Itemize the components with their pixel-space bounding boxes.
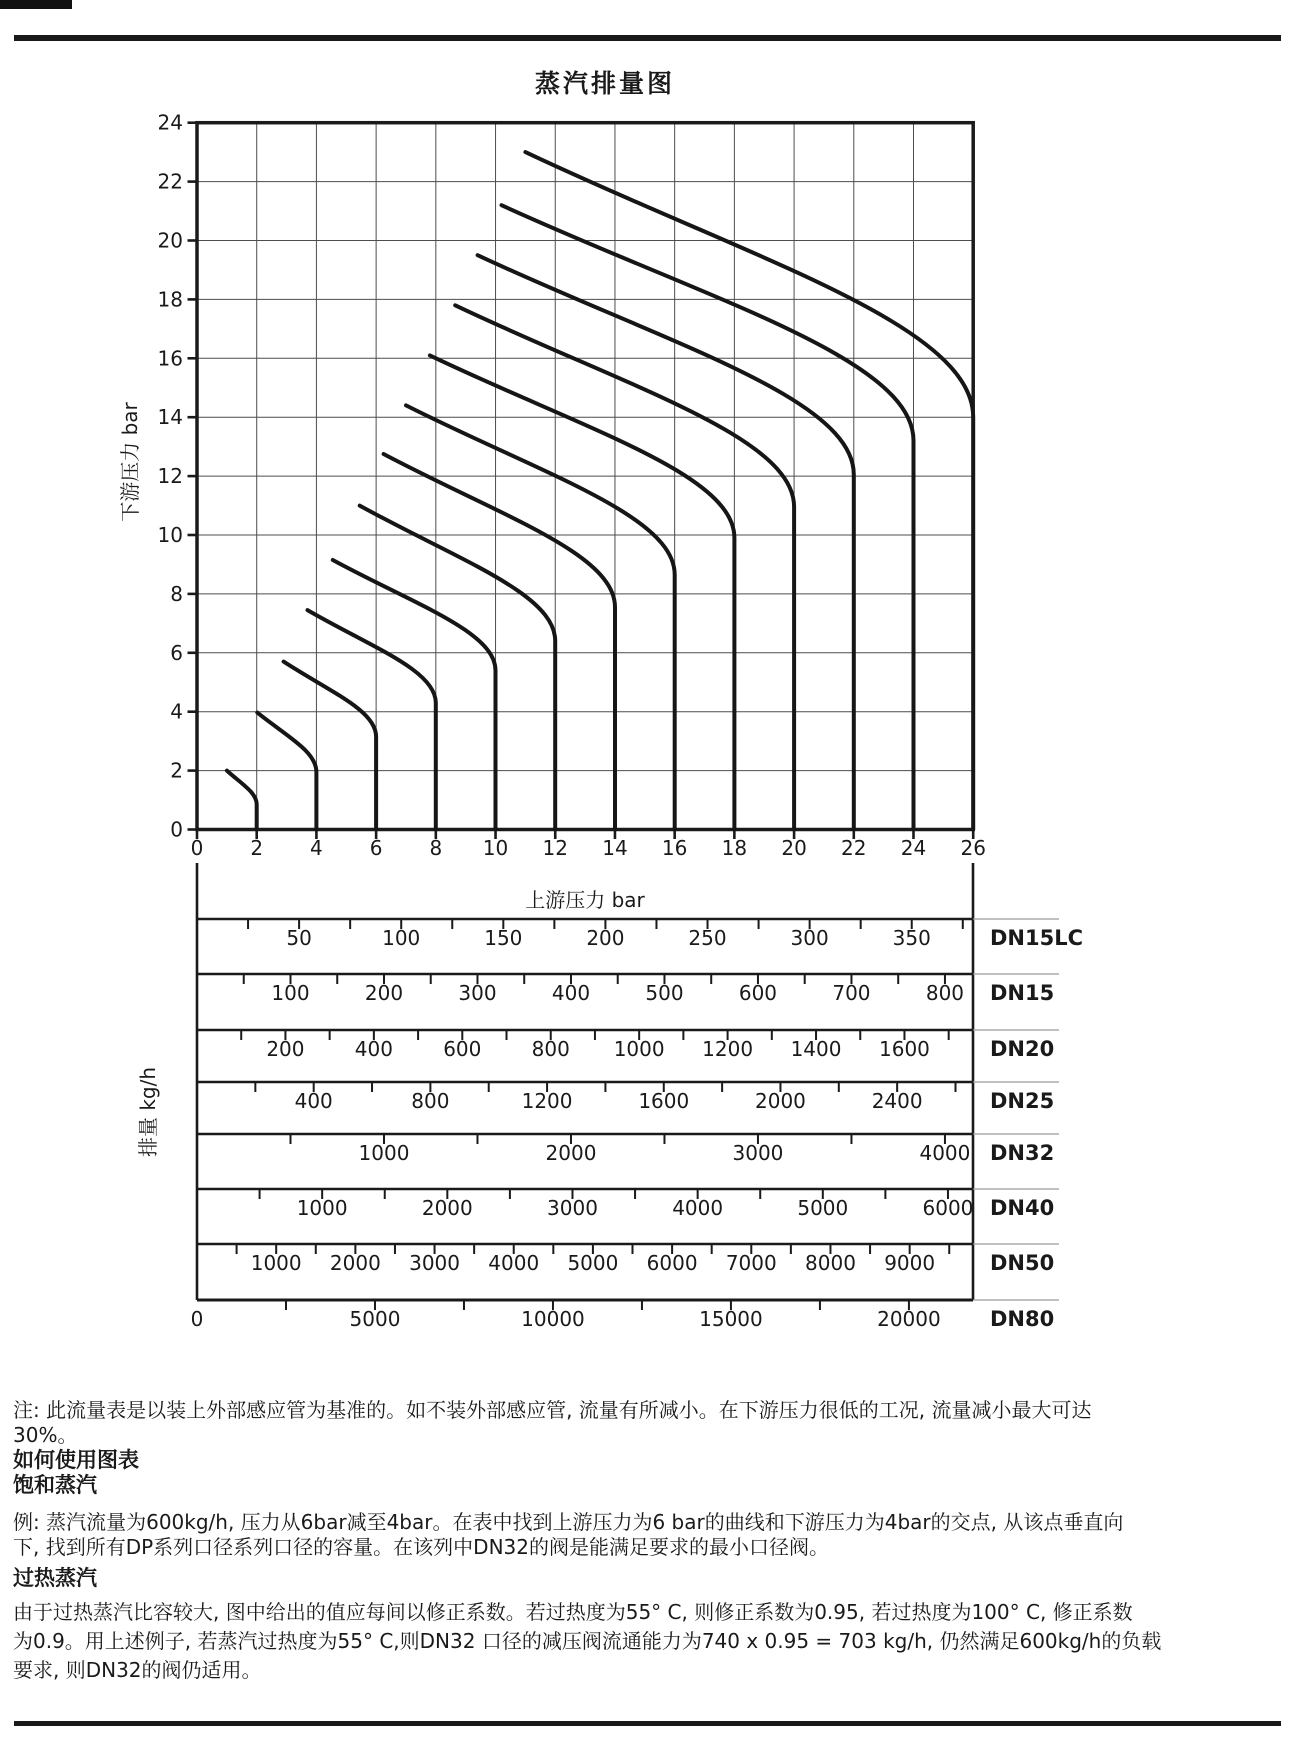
y-tick-label: 14 (157, 405, 183, 430)
scale-value: 20000 (877, 1307, 941, 1331)
capacity-curves (227, 152, 973, 829)
flow-scale-row-dn50 (197, 1244, 1059, 1275)
dn-size-label: DN32 (990, 1141, 1055, 1165)
scale-value: 1000 (358, 1141, 410, 1165)
x-tick-label: 14 (602, 836, 628, 860)
scale-value: 4000 (672, 1196, 724, 1220)
capacity-curve-p1-26 (525, 152, 973, 829)
x-axis (191, 830, 986, 861)
x-tick-label: 2 (250, 836, 264, 860)
capacity-curve-p1-2 (227, 771, 257, 830)
y-tick-label: 8 (170, 581, 183, 606)
scale-value: 4000 (919, 1141, 971, 1165)
y-tick-label: 20 (157, 228, 183, 253)
dn-size-label: DN50 (990, 1251, 1055, 1275)
y-tick-label: 12 (157, 464, 183, 489)
scale-value: 6000 (922, 1196, 974, 1220)
scale-value: 3000 (547, 1196, 598, 1220)
notes-line: 要求, 则DN32的阀仍适用。 (13, 1658, 262, 1682)
x-tick-label: 18 (721, 836, 748, 860)
scale-value: 1600 (879, 1037, 930, 1061)
scale-value: 2000 (329, 1251, 381, 1275)
scale-value: 200 (364, 981, 404, 1005)
notes-line: 例: 蒸汽流量为600kg/h, 压力从6bar减至4bar。在表中找到上游压力为6 bar的曲线和下游压力为4bar的交点, 从该点垂直向 (13, 1510, 1124, 1534)
scale-value: 2000 (545, 1141, 597, 1165)
notes-heading-text: 如何使用图表 (13, 1448, 139, 1472)
scale-value: 1400 (790, 1037, 842, 1061)
scale-value: 1200 (702, 1037, 754, 1061)
y-tick-label: 22 (157, 169, 183, 194)
dn-size-label: DN20 (990, 1037, 1055, 1061)
flow-axis-title: 排量 kg/h (136, 1066, 160, 1158)
notes-heading-text: 饱和蒸汽 (13, 1473, 97, 1497)
notes-paragraph (13, 1598, 1283, 1685)
dn-size-label: DN40 (990, 1196, 1055, 1220)
dn-size-label: DN15LC (990, 926, 1084, 950)
scale-value: 400 (354, 1037, 393, 1061)
scale-value: 5000 (797, 1196, 849, 1220)
scale-value: 150 (484, 926, 523, 950)
dn-size-label: DN80 (990, 1307, 1055, 1331)
scale-value: 800 (925, 981, 965, 1005)
y-tick-label: 10 (157, 523, 183, 547)
capacity-curve-p1-14 (384, 454, 615, 830)
x-tick-label: 26 (960, 836, 986, 860)
scale-value: 2000 (755, 1089, 806, 1113)
scale-value: 9000 (884, 1251, 936, 1275)
bottom-rule-bar (14, 1721, 1281, 1726)
chart-title: 蒸汽排量图 (534, 69, 675, 98)
flow-scale-row-dn32 (197, 1134, 1059, 1165)
gridlines (197, 123, 973, 830)
scale-value: 500 (645, 981, 684, 1005)
scale-value: 7000 (725, 1251, 777, 1275)
x-tick-label: 22 (841, 836, 867, 860)
x-tick-label: 24 (900, 836, 927, 860)
scale-value: 800 (531, 1037, 570, 1061)
y-tick-label: 6 (170, 640, 183, 665)
flow-scale-row-dn25 (197, 1082, 1059, 1113)
capacity-curve-p1-20 (455, 305, 794, 829)
scale-value: 1200 (521, 1089, 573, 1113)
y-axis (158, 111, 197, 842)
notes-heading (13, 1566, 1283, 1591)
y-tick-label: 2 (170, 758, 183, 783)
scale-value: 200 (586, 926, 625, 950)
flow-scale-row-dn15lc (197, 919, 1083, 950)
scale-value: 100 (271, 981, 310, 1005)
y-tick-label: 4 (170, 699, 183, 724)
scale-value: 1000 (250, 1251, 302, 1275)
flow-scale-table (136, 863, 1083, 1331)
scale-value: 300 (790, 926, 829, 950)
scale-value: 4000 (488, 1251, 540, 1275)
scale-value: 3000 (732, 1141, 784, 1165)
scale-value: 400 (294, 1089, 333, 1113)
x-tick-label: 10 (482, 836, 509, 860)
flow-scale-row-dn20 (197, 1030, 1059, 1061)
scale-value: 2400 (871, 1089, 923, 1113)
scale-value: 400 (551, 981, 591, 1005)
x-axis-title: 上游压力 bar (525, 888, 645, 912)
notes-paragraph (13, 1510, 1283, 1560)
notes-line: 为0.9。用上述例子, 若蒸汽过热度为55° C,则DN32 口径的减压阀流通能力为740 x 0.95 = 703 kg/h, 仍然满足600kg/h的负载 (13, 1629, 1162, 1653)
flow-scale-row-dn15 (197, 974, 1059, 1005)
scale-value: 350 (892, 926, 931, 950)
scale-value: 2000 (421, 1196, 473, 1220)
y-tick-label: 18 (157, 287, 183, 312)
notes-line: 下, 找到所有DP系列口径系列口径的容量。在该列中DN32的阀是能满足要求的最小口径阀。 (13, 1535, 829, 1559)
scale-value: 5000 (567, 1251, 619, 1275)
scale-value: 50 (286, 926, 312, 950)
notes-line: 注: 此流量表是以装上外部感应管为基准的。如不装外部感应管, 流量有所减小。在下游压力很低的工况, 流量减小最大可达 (13, 1398, 1092, 1422)
capacity-curve-p1-18 (430, 355, 735, 829)
scale-value: 800 (411, 1089, 450, 1113)
scale-value: 6000 (646, 1251, 698, 1275)
scale-value: 250 (688, 926, 727, 950)
scale-value: 1000 (296, 1196, 348, 1220)
x-tick-label: 4 (310, 836, 323, 860)
scale-value: 8000 (805, 1251, 856, 1275)
notes-heading (13, 1448, 1283, 1473)
scale-value: 200 (266, 1037, 305, 1061)
x-tick-label: 0 (190, 836, 204, 860)
scale-value: 1000 (613, 1037, 665, 1061)
dn-size-label: DN25 (990, 1089, 1055, 1113)
y-axis-title: 下游压力 bar (118, 402, 142, 522)
flow-scale-row-dn80 (191, 1300, 1059, 1331)
scale-value: 15000 (699, 1307, 763, 1331)
notes-line: 由于过热蒸汽比容较大, 图中给出的值应每间以修正系数。若过热度为55° C, 则修正系数为0.95, 若过热度为100° C, 修正系数 (13, 1600, 1133, 1624)
notes-heading (13, 1473, 1283, 1498)
y-tick-label: 0 (170, 817, 183, 842)
scale-value: 3000 (409, 1251, 461, 1275)
scale-value: 10000 (521, 1307, 585, 1331)
dn-size-label: DN15 (990, 981, 1055, 1005)
scale-value: 0 (190, 1307, 204, 1331)
capacity-curve-p1-12 (360, 506, 556, 830)
scale-value: 1600 (638, 1089, 690, 1113)
y-tick-label: 24 (157, 110, 183, 135)
notes-heading-text: 过热蒸汽 (13, 1566, 97, 1590)
x-tick-label: 6 (369, 836, 383, 860)
scale-value: 300 (458, 981, 497, 1005)
scale-value: 700 (832, 981, 871, 1005)
x-tick-label: 20 (781, 836, 807, 860)
x-tick-label: 8 (429, 836, 443, 860)
scale-value: 600 (443, 1037, 482, 1061)
scale-value: 5000 (349, 1307, 401, 1331)
x-tick-label: 12 (542, 836, 568, 860)
notes-line: 30%。 (13, 1423, 78, 1447)
x-tick-label: 16 (661, 836, 688, 860)
flow-scale-row-dn40 (197, 1189, 1059, 1220)
y-tick-label: 16 (157, 346, 183, 371)
scale-value: 600 (738, 981, 778, 1005)
usage-notes (13, 1398, 1283, 1685)
capacity-curve-p1-10 (333, 560, 496, 830)
scale-value: 100 (382, 926, 421, 950)
notes-paragraph (13, 1398, 1283, 1448)
